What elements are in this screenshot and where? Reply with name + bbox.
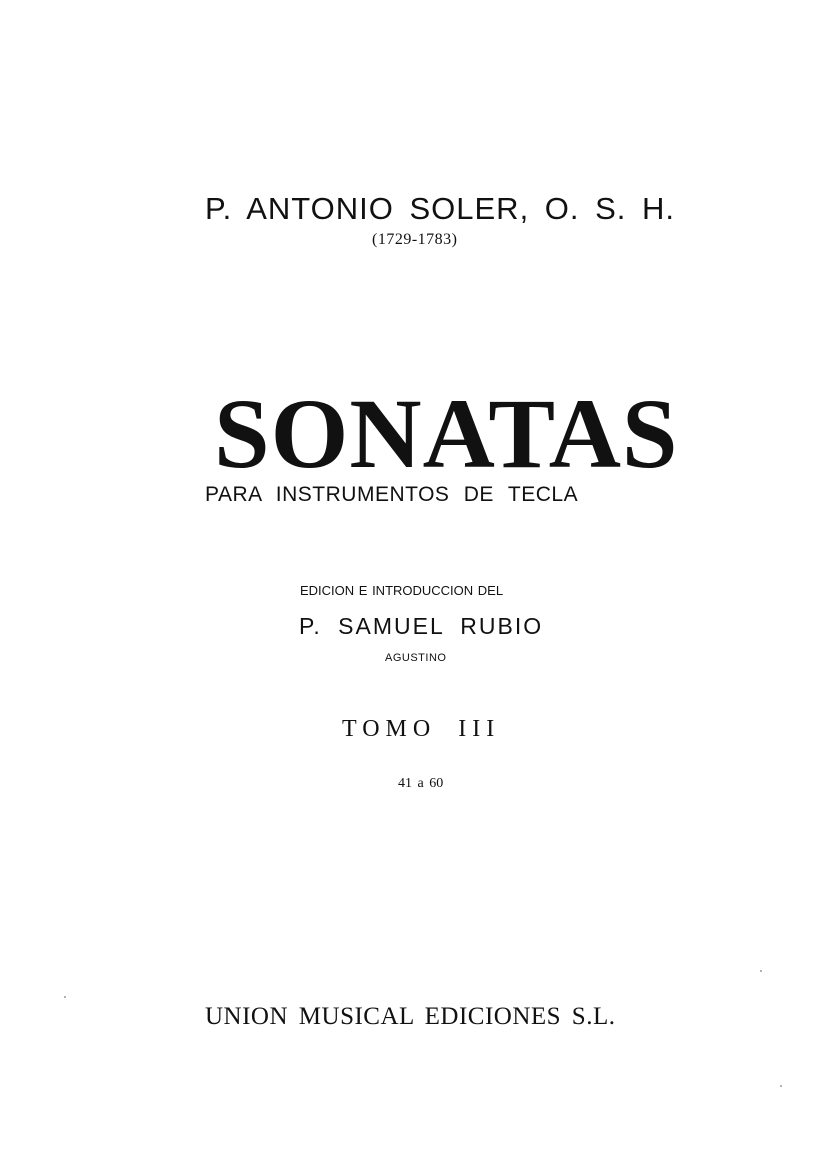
volume-range: 41 a 60 <box>398 776 444 791</box>
scan-speck <box>64 996 66 998</box>
editor-order: AGUSTINO <box>385 652 447 664</box>
volume-label: TOMO III <box>342 716 501 742</box>
scan-speck <box>760 970 762 972</box>
scan-speck <box>780 1085 782 1087</box>
composer-name: P. ANTONIO SOLER, O. S. H. <box>205 191 676 226</box>
publisher-name: UNION MUSICAL EDICIONES S.L. <box>205 1003 616 1030</box>
work-subtitle: PARA INSTRUMENTOS DE TECLA <box>205 483 579 506</box>
composer-dates: (1729-1783) <box>372 231 458 248</box>
edition-intro: EDICION E INTRODUCCION DEL <box>300 583 504 598</box>
work-title: SONATAS <box>214 378 679 489</box>
editor-name: P. SAMUEL RUBIO <box>299 613 544 639</box>
